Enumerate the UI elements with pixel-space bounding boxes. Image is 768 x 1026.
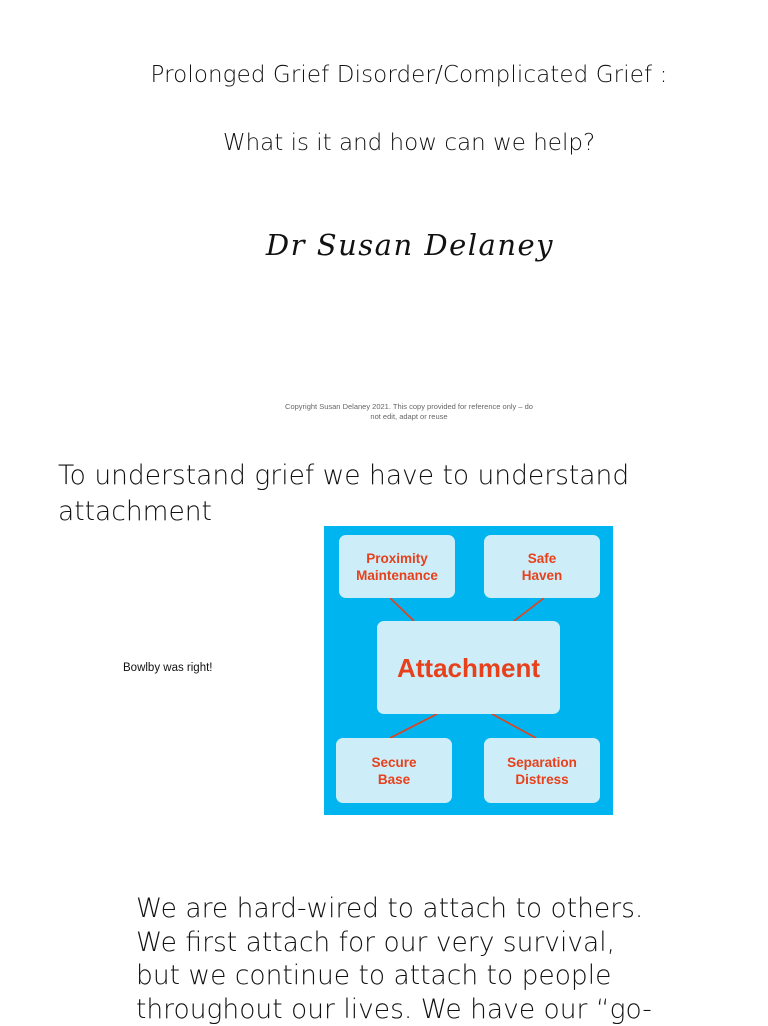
connector-bottom-left [390, 714, 437, 738]
body-line-1: We are hard-wired to attach to others. [136, 892, 696, 926]
node-secure-base: Secure Base [336, 738, 452, 803]
node-separation-distress: Separation Distress [484, 738, 600, 803]
node-safe-haven: Safe Haven [484, 535, 600, 598]
slide-note: Bowlby was right! [123, 662, 212, 674]
connector-top-left [390, 598, 414, 621]
body-line-4: throughout our lives. We have our “go- [136, 993, 696, 1026]
slide-heading: To understand grief we have to understand attachment [58, 458, 738, 530]
body-line-3: but we continue to attach to people [136, 959, 696, 993]
body-line-2: We first attach for our very survival, [136, 926, 696, 960]
node-attachment: Attachment [377, 621, 560, 714]
slide-body-text [136, 892, 696, 1026]
attachment-diagram [324, 526, 613, 815]
copyright-line-2: not edit, adapt or reuse [255, 412, 563, 422]
author-name: Dr Susan Delaney [0, 228, 768, 262]
slide-title: Prolonged Grief Disorder/Complicated Grief : [0, 62, 768, 88]
slide-subtitle: What is it and how can we help? [0, 130, 768, 156]
copyright-line-1: Copyright Susan Delaney 2021. This copy provided for reference only – do [255, 402, 563, 412]
copyright-notice [255, 402, 563, 422]
connector-bottom-right [492, 714, 536, 738]
connector-top-right [514, 598, 544, 621]
node-proximity-maintenance: Proximity Maintenance [339, 535, 455, 598]
